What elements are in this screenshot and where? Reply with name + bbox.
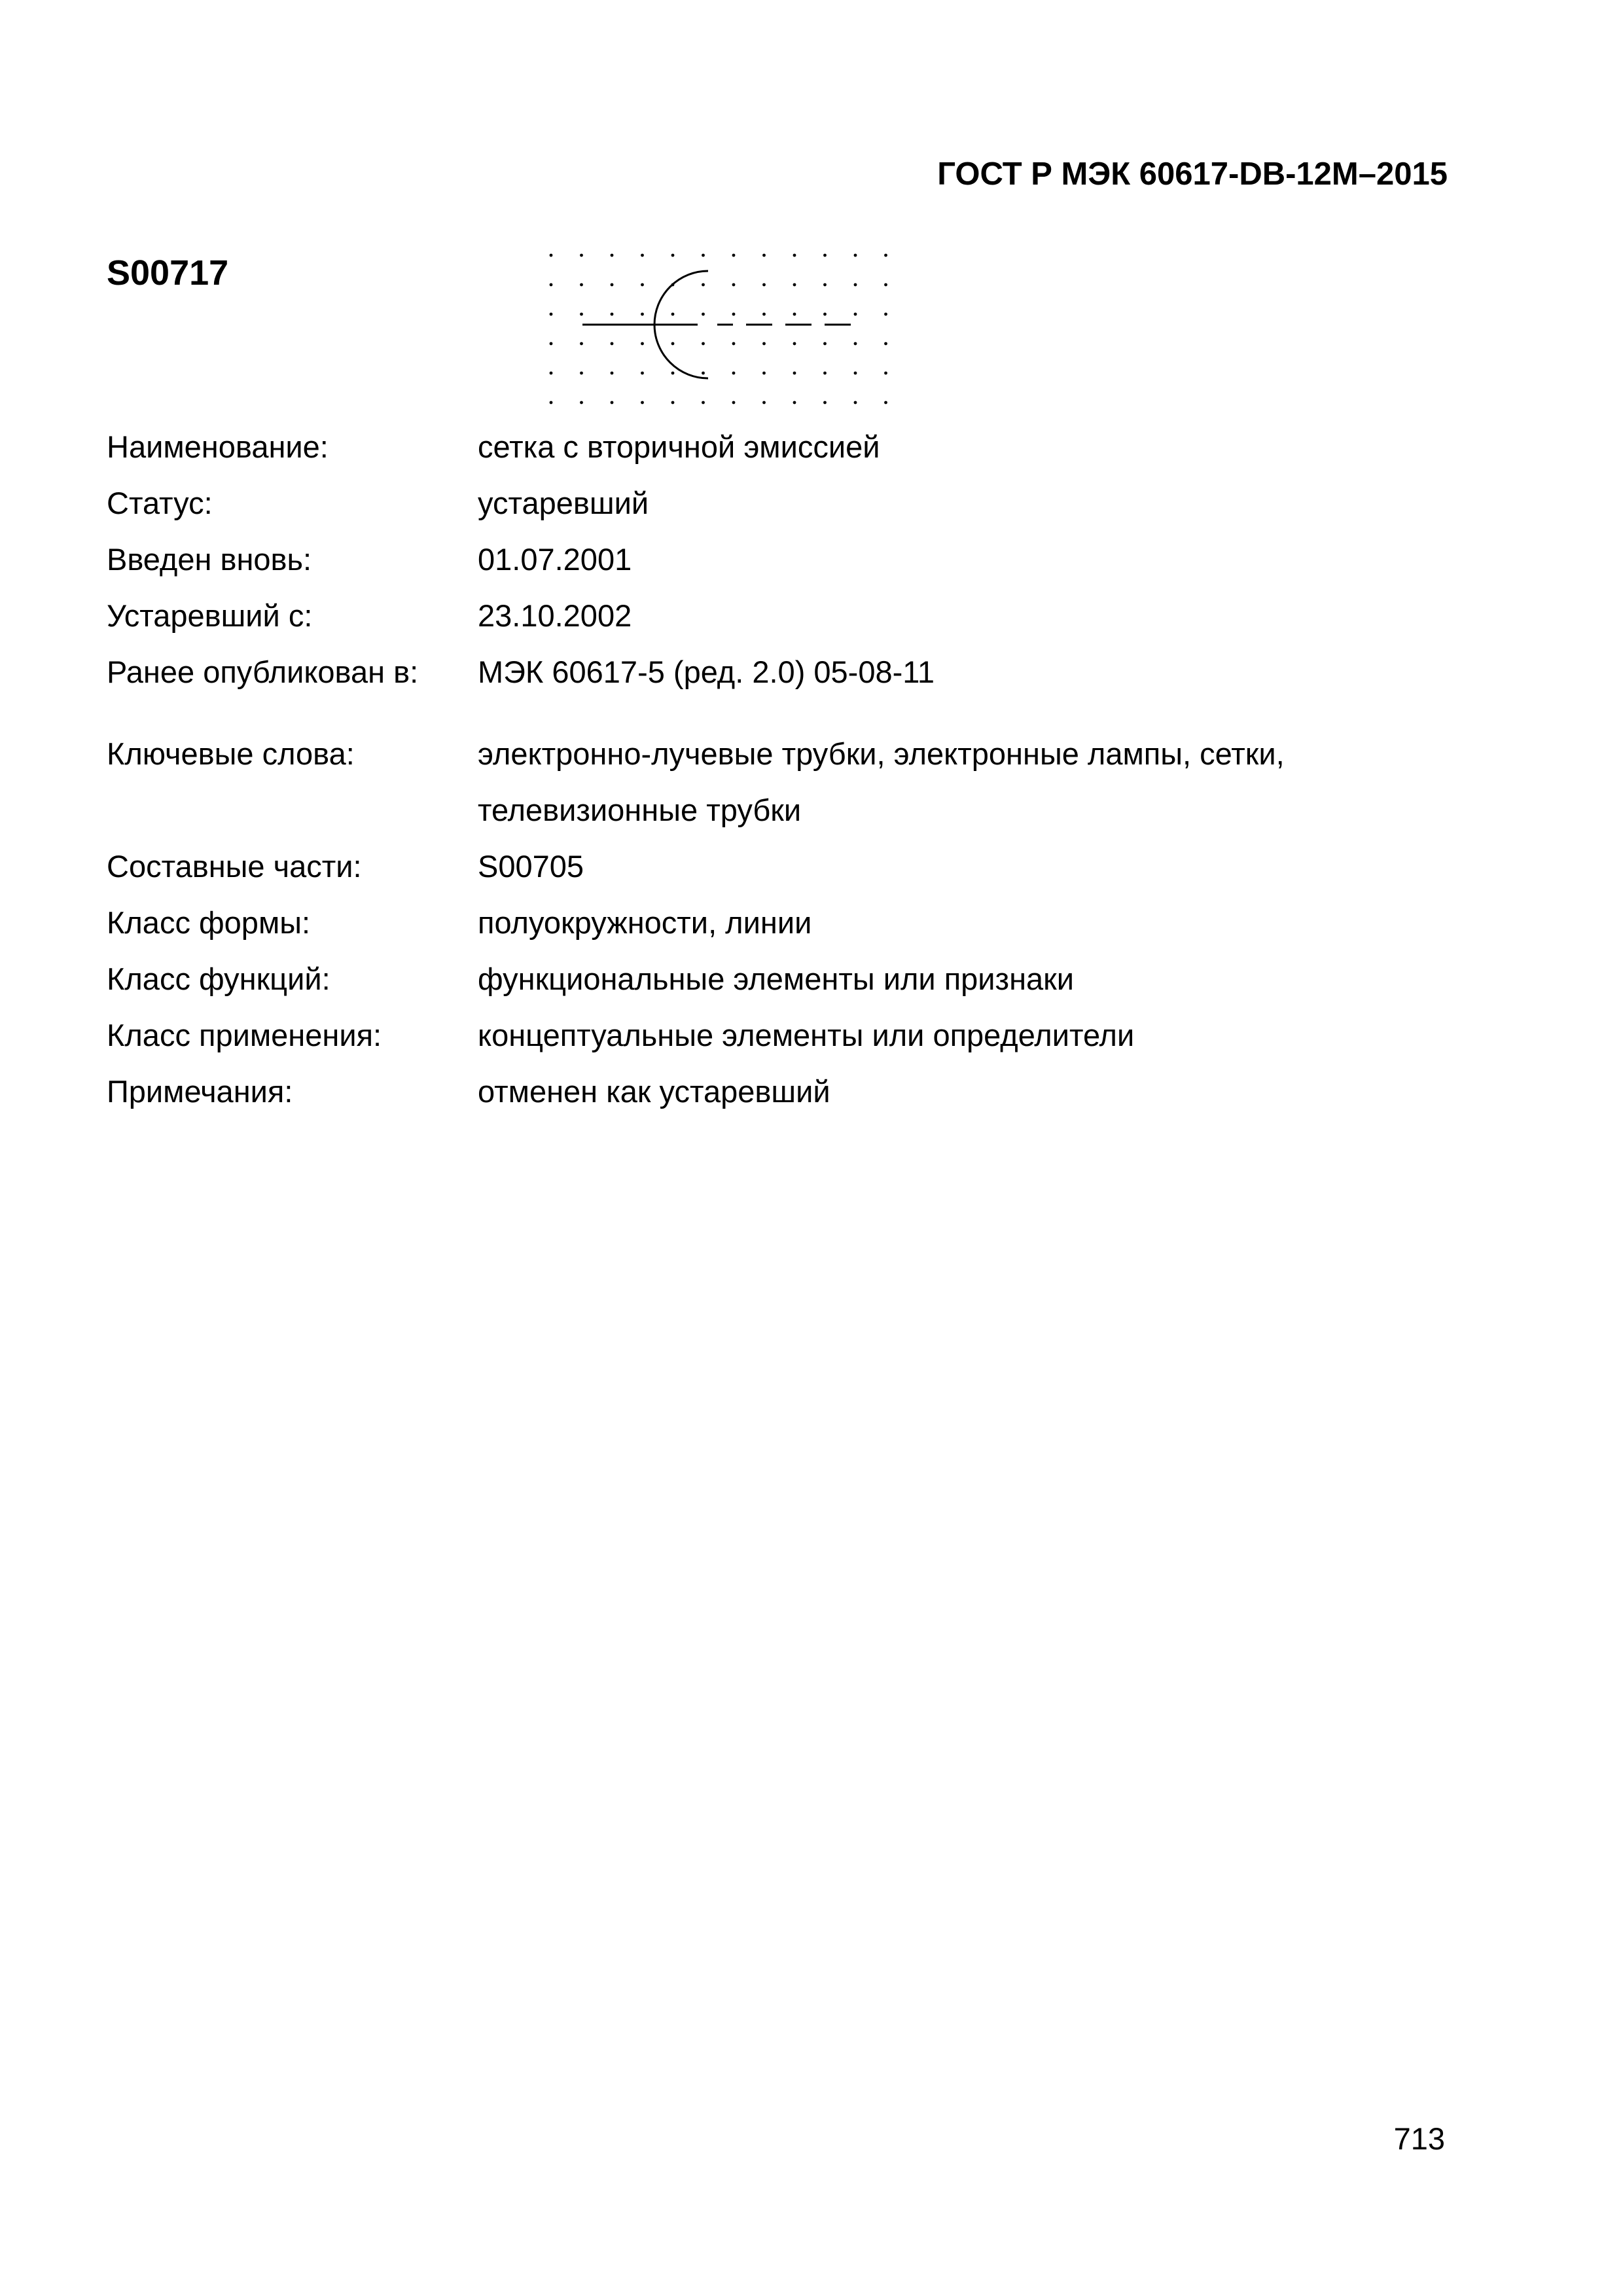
property-row-shape-class <box>107 895 1481 951</box>
property-label: Наименование: <box>107 429 329 464</box>
grid-dot <box>611 372 614 375</box>
grid-dot <box>823 372 827 375</box>
property-row-notes <box>107 1064 1481 1120</box>
grid-dot <box>611 342 614 346</box>
grid-dot <box>854 342 857 346</box>
grid-dot <box>641 401 644 404</box>
property-row-components <box>107 838 1481 895</box>
grid-dot <box>641 372 644 375</box>
symbol-properties-list <box>107 419 1481 1120</box>
grid-dot <box>671 313 675 316</box>
grid-dot <box>732 254 736 257</box>
grid-dot <box>702 313 705 316</box>
property-label: Устаревший с: <box>107 598 313 633</box>
grid-dot <box>732 283 736 287</box>
property-row-name <box>107 419 1481 475</box>
grid-dot <box>611 313 614 316</box>
grid-dot <box>854 313 857 316</box>
grid-dot <box>641 283 644 287</box>
grid-dot <box>823 401 827 404</box>
grid-dot <box>550 372 553 375</box>
property-label: Класс функций: <box>107 961 330 996</box>
grid-dot <box>884 372 887 375</box>
grid-dot <box>732 313 736 316</box>
grid-dot <box>702 401 705 404</box>
property-value: функциональные элементы или признаки <box>478 961 1074 996</box>
property-row-application-class <box>107 1007 1481 1064</box>
property-row-function-class <box>107 951 1481 1007</box>
property-label: Введен вновь: <box>107 542 312 577</box>
grid-with-secondary-emission-symbol-icon <box>543 243 897 415</box>
property-row-obsolete-since <box>107 588 1481 644</box>
grid-dot <box>641 342 644 346</box>
property-label: Ранее опубликован в: <box>107 655 419 689</box>
property-row-introduced <box>107 531 1481 588</box>
grid-dot <box>854 372 857 375</box>
grid-dot <box>854 401 857 404</box>
property-row-previously-published <box>107 644 1481 700</box>
grid-dot <box>702 342 705 346</box>
grid-dot <box>793 254 796 257</box>
grid-dot <box>702 372 705 375</box>
grid-dot <box>671 372 675 375</box>
grid-dot <box>823 283 827 287</box>
property-label: Класс формы: <box>107 905 311 940</box>
grid-dot <box>702 254 705 257</box>
property-row-status <box>107 475 1481 531</box>
grid-dot <box>580 283 583 287</box>
property-label: Класс применения: <box>107 1018 382 1052</box>
property-value: устаревший <box>478 486 649 520</box>
grid-dot <box>823 254 827 257</box>
grid-dot <box>884 313 887 316</box>
property-label: Составные части: <box>107 849 362 884</box>
grid-dot <box>641 254 644 257</box>
grid-dot <box>580 342 583 346</box>
grid-dot <box>793 401 796 404</box>
grid-dot <box>611 283 614 287</box>
grid-dot <box>671 254 675 257</box>
property-value: сетка с вторичной эмиссией <box>478 429 880 464</box>
grid-dot <box>884 254 887 257</box>
page-number: 713 <box>1393 2121 1445 2156</box>
grid-dot <box>580 313 583 316</box>
property-value: МЭК 60617-5 (ред. 2.0) 05-08-11 <box>478 655 935 689</box>
property-label: Ключевые слова: <box>107 736 355 771</box>
grid-dot <box>671 342 675 346</box>
grid-dot <box>580 401 583 404</box>
grid-dot <box>793 313 796 316</box>
grid-dot <box>762 313 766 316</box>
grid-dot <box>550 254 553 257</box>
grid-dot <box>884 401 887 404</box>
property-value: S00705 <box>478 849 584 884</box>
property-label: Примечания: <box>107 1074 293 1109</box>
grid-dot <box>762 372 766 375</box>
grid-dot <box>823 342 827 346</box>
grid-dot <box>550 313 553 316</box>
grid-dot <box>762 254 766 257</box>
property-value: полуокружности, линии <box>478 905 812 940</box>
grid-dot <box>762 342 766 346</box>
grid-dot <box>732 401 736 404</box>
grid-dot <box>641 313 644 316</box>
reference-dot-grid <box>550 254 887 404</box>
grid-dot <box>793 372 796 375</box>
grid-dot <box>884 283 887 287</box>
grid-dot <box>550 342 553 346</box>
grid-dot <box>762 401 766 404</box>
property-value: 01.07.2001 <box>478 542 632 577</box>
property-label: Статус: <box>107 486 213 520</box>
grid-dot <box>762 283 766 287</box>
document-standard-header: ГОСТ Р МЭК 60617-DB-12M–2015 <box>937 156 1448 192</box>
grid-dot <box>793 283 796 287</box>
grid-dot <box>702 283 705 287</box>
grid-dot <box>611 254 614 257</box>
grid-dot <box>550 283 553 287</box>
grid-dot <box>732 342 736 346</box>
property-value: 23.10.2002 <box>478 598 632 633</box>
grid-dot <box>854 254 857 257</box>
property-value: концептуальные элементы или определители <box>478 1018 1135 1052</box>
grid-dot <box>884 342 887 346</box>
grid-dot <box>671 401 675 404</box>
grid-dot <box>580 372 583 375</box>
property-value: электронно-лучевые трубки, электронные лампы, сетки, телевизионные трубки <box>478 736 1285 827</box>
grid-dot <box>793 342 796 346</box>
grid-dot <box>580 254 583 257</box>
grid-dot <box>550 401 553 404</box>
property-value: отменен как устаревший <box>478 1074 830 1109</box>
symbol-id: S00717 <box>107 253 229 293</box>
grid-dot <box>611 401 614 404</box>
grid-dot <box>823 313 827 316</box>
property-row-keywords <box>107 726 1481 838</box>
grid-dot <box>732 372 736 375</box>
grid-dot <box>854 283 857 287</box>
